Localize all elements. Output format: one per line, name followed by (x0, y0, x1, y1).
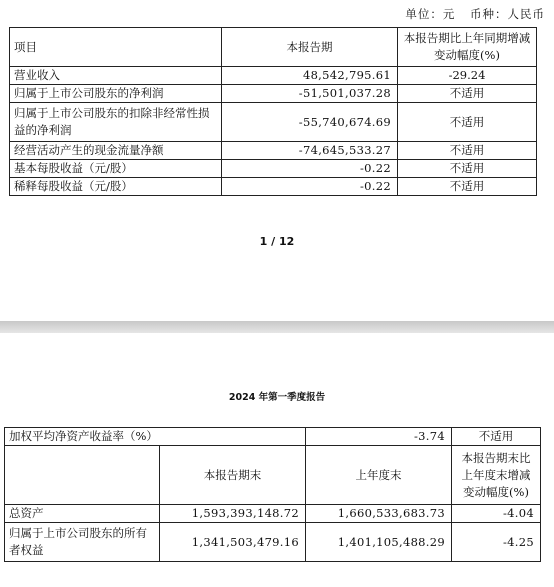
row-value: -51,501,037.28 (222, 85, 398, 103)
row-period-end-value: 1,593,393,148.72 (160, 505, 306, 523)
row-change: 不适用 (398, 142, 537, 160)
table-header-row (5, 446, 541, 505)
report-title: 2024 年第一季度报告 (228, 392, 326, 403)
page-number: 1 / 12 (259, 235, 295, 248)
header-period-end: 本报告期末 (160, 446, 306, 505)
row-value: 48,542,795.61 (222, 67, 398, 85)
row-value: -0.22 (222, 178, 398, 196)
row-change: 不适用 (398, 160, 537, 178)
table-row (10, 85, 537, 103)
header-current-period: 本报告期 (222, 28, 398, 67)
row-prior-year-value: 1,660,533,683.73 (306, 505, 452, 523)
header-change: 本报告期末比上年度末增减变动幅度(%) (452, 446, 541, 505)
row-prior-year-value: 1,401,105,488.29 (306, 523, 452, 562)
table-row (10, 67, 537, 85)
unit-currency-line (0, 6, 545, 22)
row-change: 不适用 (398, 85, 537, 103)
row-value: -55,740,674.69 (222, 103, 398, 142)
table-row (10, 178, 537, 196)
key-financial-data-table (9, 27, 537, 196)
row-label: 经营活动产生的现金流量净额 (10, 142, 222, 160)
balance-data-table (4, 427, 541, 562)
table-header-row (10, 28, 537, 67)
row-value: -0.22 (222, 160, 398, 178)
row-label: 稀释每股收益（元/股） (10, 178, 222, 196)
table-row (5, 523, 541, 562)
row-change: 不适用 (398, 103, 537, 142)
row-label: 归属于上市公司股东的净利润 (10, 85, 222, 103)
table-row (10, 142, 537, 160)
row-value: -74,645,533.27 (222, 142, 398, 160)
row-label: 归属于上市公司股东的所有者权益 (5, 523, 160, 562)
unit-label: 单位：元 (405, 7, 456, 21)
table-row (10, 103, 537, 142)
page-break-separator (0, 321, 554, 333)
header-item: 项目 (10, 28, 222, 67)
row-change: -4.04 (452, 505, 541, 523)
roe-value: -3.74 (306, 428, 452, 446)
row-label: 总资产 (5, 505, 160, 523)
table-row (5, 505, 541, 523)
row-change: -4.25 (452, 523, 541, 562)
row-change: -29.24 (398, 67, 537, 85)
roe-label: 加权平均净资产收益率（%） (5, 428, 306, 446)
header-blank (5, 446, 160, 505)
row-label: 基本每股收益（元/股） (10, 160, 222, 178)
header-prior-year-end: 上年度末 (306, 446, 452, 505)
table-row (10, 160, 537, 178)
row-label: 营业收入 (10, 67, 222, 85)
row-change: 不适用 (398, 178, 537, 196)
roe-change: 不适用 (452, 428, 541, 446)
row-label: 归属于上市公司股东的扣除非经常性损益的净利润 (10, 103, 222, 142)
row-period-end-value: 1,341,503,479.16 (160, 523, 306, 562)
header-yoy-change: 本报告期比上年同期增减变动幅度(%) (398, 28, 537, 67)
roe-row (5, 428, 541, 446)
currency-label: 币种：人民币 (470, 7, 545, 21)
